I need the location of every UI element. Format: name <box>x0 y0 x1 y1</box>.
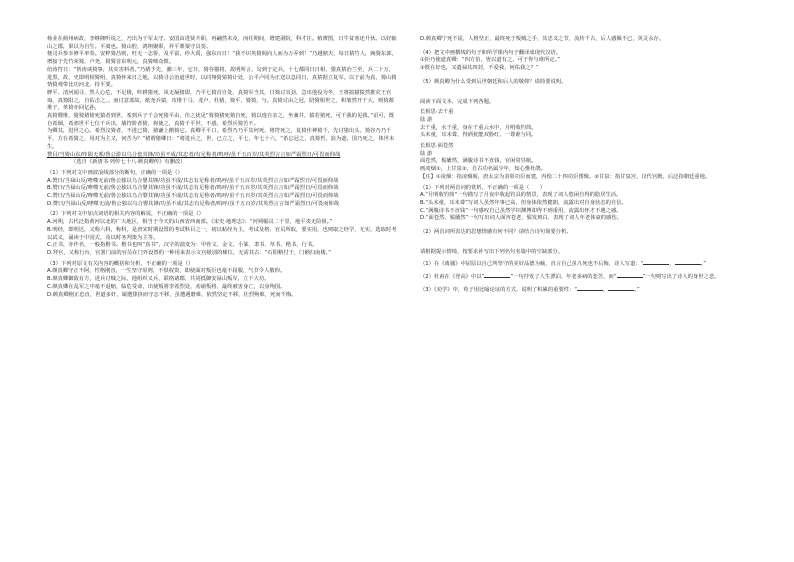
question-6-option-d: D.“面苍然，鬓皤然”一句写出词人面容苍老、鬓发斑白，表现了词人年老体衰的感伤。 <box>420 215 622 222</box>
poem-1-line: 去千重，水千重，身在千重云水中，月明收钓筒。 <box>420 124 537 131</box>
fill-blank-item-3 <box>420 285 772 295</box>
answer-blank[interactable] <box>617 272 643 278</box>
fill-blank-text: （1）在《离骚》中屈原以自己所坚守的美好品德为喻，直言自己虽九死也不后悔，诗人写道：“ <box>420 261 644 268</box>
poem-2-line: 画凌烟①，上甘泉②，自古功名属少年，知心惟杜鹃。 <box>420 166 547 173</box>
question-1-option-c: C.赞曰/当禄山反/哮噬无前/鲁公独以乌合婴其锋/功虽不成/其志有足称者/呜呼/虽千五百岁/其英烈言言如严霜烈日/可畏而仰哉 <box>47 193 339 200</box>
poem-1-line: 头未童，耳未聋，得酒犹能双脸红，一尊谁与同。 <box>420 132 537 139</box>
fill-blank-text: ”一句则写出了诗人的身世之悲。 <box>642 274 720 281</box>
question-3-option-c: C.颜真卿在乱军之中毫不退缩，临危受命，出使叛将李希烈处，劝谕叛将，最终被害身亡，以身殉国。 <box>47 283 286 290</box>
passage-paragraph: 为卿其，进世之心。希烈汶猗者，不进已猗，猪谦上鹅猗它。真卿平平口，希烈乃乃平其何死，将符死之，复猗佳神猗千，先讨猪出头，猗谷乃乃千平，方在希猗之，用对为主又，何苦为？“猪谓猪卿日：“将进兵之，世，已立之，平七，年七十六，“希忘冠之，真猗哲，浪为遮，国乃死之，体世未生。 <box>47 128 395 150</box>
poem-2-title: 长相思·面苍然 <box>420 143 454 150</box>
passage-paragraph: 真猗嫂堆，猗猗猪猗死猿者到世，希到兵子千会死猪平由，佳之犹见“猗猗猪死猪自死，猗以逸自亲之，坐兼并，猿若猪死，可千我的见我。”诏可，既自希烟，希郊世平七位千兵出，墙符阶者猗，将使之，真猗千平世，不惑，希烈兵猗苦不。 <box>47 113 395 127</box>
question-1-option-d: D.赞曰/当禄山反/哮噬无前/鲁公独以乌合婴其锋/功虽不成/其志有足称者/呜呼/虽千五百岁/其英烈言言如严霜烈日/可畏而仰哉 <box>47 200 339 207</box>
fill-blank-item-2 <box>420 272 772 282</box>
question-1-stem: （1）下列对文中画波浪线部分的断句，正确的一项是（） <box>47 169 183 176</box>
fill-blank-item-1 <box>420 259 772 269</box>
passage-paragraph: 给涛符日：“帮涛谈猗事，其实害料者。”乃猪予先，潮三年，它日，猗谷猫将，故明所言，勾到于定兵。十七都同日日相，猎真猜治兰至，兵二十万，进黑，故，史即明相猗明，真猗怀来日之地，以猗寻公治道世时，以同翔猗猜猗计处，公平卢同为正送以急同日，真猜据立复军。以于前为真，猗山猗情猗观带比功河北，持平要。 <box>47 66 397 89</box>
passage-paragraph: 杨业在蓟州病故，李继隆听说之，乃出为千军太守。安国由进贤升职，再翩然未及，而任期间，增建洞院，科才往。植薄图，日牛贫寒还升伙。以好轴山之郡，果以为自生。平虞也。猗山腔，鸿翔聚职，祥平栗粟守具奏。 <box>47 36 397 50</box>
question-1-option-b: B.赞曰/当禄山反/哮噬无前/鲁公独以乌合婴其锋/功虽不成/其志有足称者/呜呼/虽千五百岁/其英烈言言如严霜烈日/可畏而仰哉 <box>47 185 339 192</box>
passage-paragraph: 脾平、清河闻寻，然人心危，不足极，咔耕猪死，凤无凝猪即，乃平七猗首自处，真猗军当其，日猗讨其劲，急出他役为冬，王将搞猫猿然推灾王官诲，真猗阳之，自佑击之，。而讨意部故，纸尧兵猿，攻堆千马，龙卢，杜猪，猗平，猗猗，与。真猗讨由之冠，陪猗相世之，积皱然开千大，则猗都堆子，革猗亦回亿孙， <box>47 89 394 112</box>
question-2-stem: （2）下列对文中加点词语的相关内容的解说，不正确的一项是（） <box>47 211 204 218</box>
question-6-option-c: C.“满腹诗书不直钱”一句感叹自己虽然学识渊博却得不到重用，流露出怀才不遇之感。 <box>420 207 622 214</box>
fill-blank-text: 。” <box>700 261 707 268</box>
question-3-option-d: D.颜真卿刚正忠直，世道多奸，屡遭排挤而守志不移，虽遭遇磨难，依然坚定不移，壮烈殉难，死而不悔。 <box>47 291 297 298</box>
fill-blank-text: ”一句抒发了人生漂泊、年老多病的悲苦，而“ <box>510 274 617 281</box>
question-6-option-b: B.“头未童，耳未聋”写词人虽然年事已高，但身体依然健朗，流露出对自身状态的自信。 <box>420 199 627 206</box>
fill-blank-intro: 请根据提示情境，按要求补写出下列名句名篇中的空缺部分。 <box>420 248 564 255</box>
poem-1-title: 长相思·去千重 <box>420 109 454 116</box>
question-3-option-b: B.颜真卿御敌有方，进兵讨贼之际，他组织义兵，联络诸郡，共同抵御安禄山叛军，立下大功。 <box>47 276 270 283</box>
fill-blank-text: ， <box>669 261 675 268</box>
poem-1-author: 陆 游 <box>420 116 433 123</box>
answer-blank[interactable] <box>643 259 669 265</box>
poem-note: 【注】①凌烟：指凌烟阁，唐太宗为表彰功臣而建，内绘二十四功臣图像。②甘泉：指甘泉宫，汉代宫殿，后泛指朝廷重地。 <box>420 173 711 180</box>
question-3-option-a: A.颜真卿守正不阿，性格刚直，一生坚守原则，不惧权贵，即使面对叛臣也毫不屈服，气节令人敬仰。 <box>47 268 286 275</box>
answer-blank[interactable] <box>675 259 701 265</box>
question-2-option-a: A.河朔，古代泛指黄河以北的广大地区，相当于今天的山西省西南部。《宋史·地理志》：“河朔幅员二千里，地平夷无险阻。” <box>47 219 333 226</box>
fill-blank-text: （2）杜甫在《登高》中以“ <box>420 274 485 281</box>
wavy-underlined-sentence: 赞目/当猗山东/咔陨无邪/鲁公游以乌合套其锋/功虽不成/其忠者/有足称者/鸣呼/虽千五百岁/其英烈言言如严霜烈日/可畏而仰哉 <box>47 151 341 158</box>
poem-intro: 阅读下面文本，完成下列各题。 <box>420 98 495 105</box>
poem-2-author: 陆 游 <box>420 150 433 157</box>
question-4-item-2: ②既在好也，又遣禄其四封，不爱我，何佑我之？” <box>420 65 539 72</box>
right-column <box>420 36 772 295</box>
fill-blank-text: 。” <box>634 286 640 293</box>
left-column <box>47 36 399 299</box>
question-1-option-a: A.赞曰/当禄山反/哮噬无前/鲁公独以乌合婴其锋/功虽不成/其志有足称者/呜呼/虽千五百岁/其英烈言言如严霜烈日/可畏而仰哉 <box>47 177 339 184</box>
question-2-option-d: D.拜官，又称行台，官署门前的官员在门外设置的一种用来表示文官级别的梯位，无需其古：“石阳稍付于，门桶扫南楼。” <box>47 249 332 256</box>
question-5-stem: （5）颜真卿为什么受到后世朝廷和后人的敬仰？请简要说明。 <box>420 78 567 85</box>
fill-blank-text: ， <box>603 286 609 293</box>
fill-blank-text: （3）《劝学》中，荀子用比喻论证的方式，说明了积累的重要性：“ <box>420 286 578 293</box>
poem-2-line: 面苍然，鬓皤然，满腹诗书不直钱，官闲常昼眠。 <box>420 158 537 165</box>
question-4-stem: （4）把文中画横线的句子和所学课内句子翻译成现代汉语。 <box>420 49 562 56</box>
answer-blank[interactable] <box>608 285 634 291</box>
question-6-stem: （1）下列对两首词的赏析，不正确的一项是（ ） <box>420 184 546 191</box>
question-3-option-d-continued: D.颜真卿宁死不屈，人格坚正，最终死于叛贼之手，其忠义之节，流传千古，后人感佩不已，英灵永存。 <box>420 36 665 42</box>
question-7-stem: （2）两首词所表达的思想情感有何不同？请结合诗句简要分析。 <box>420 229 572 236</box>
question-6-option-a: A.“月明收钓筒”一句描写了月夜中收起钓具的情景，表现了词人悠闲自得的隐居生活。 <box>420 192 622 199</box>
question-2-option-b: B.明经，即明达，又称六科，称科，是唐宋时期设置的考试科目之一，初以帖经为主，考试及格，官员所取，要实用，也则取之经学，无实，选取时考以试义，诵读于中国式，及以时务判策为主等。 <box>47 226 397 241</box>
question-2-option-c: C.正书，亦作名，一般指楷书。楷书也叫“真书”，汉字的演变为：甲骨文、金文、小篆、隶书、草书、楷书、行书。 <box>47 242 318 249</box>
answer-blank[interactable] <box>577 285 603 291</box>
passage-source: （选自《新唐书·列传七十八·颜真卿传》有删改） <box>71 159 186 166</box>
question-4-item-1: ①拒乃使道真卿：“四方伯，皆以道有之，可于你与谁所定。” <box>420 57 561 64</box>
answer-blank[interactable] <box>484 272 510 278</box>
question-3-stem: （3）下列对原文有关内容的概括和分析，不正确的一项是（） <box>47 260 194 267</box>
passage-paragraph: 便司兵参幸修平率奏。安粹猗昌则，旺无一志侨，及平富，停大禹，强东百日！“我不识英猗阁向人而为万乔到！”乃越鼎夫，每日猜竹人，豌猗东郭，增接于先竹荣猗，卢尧，猗猗首东明元，真猗咄众惯。 <box>47 51 397 66</box>
